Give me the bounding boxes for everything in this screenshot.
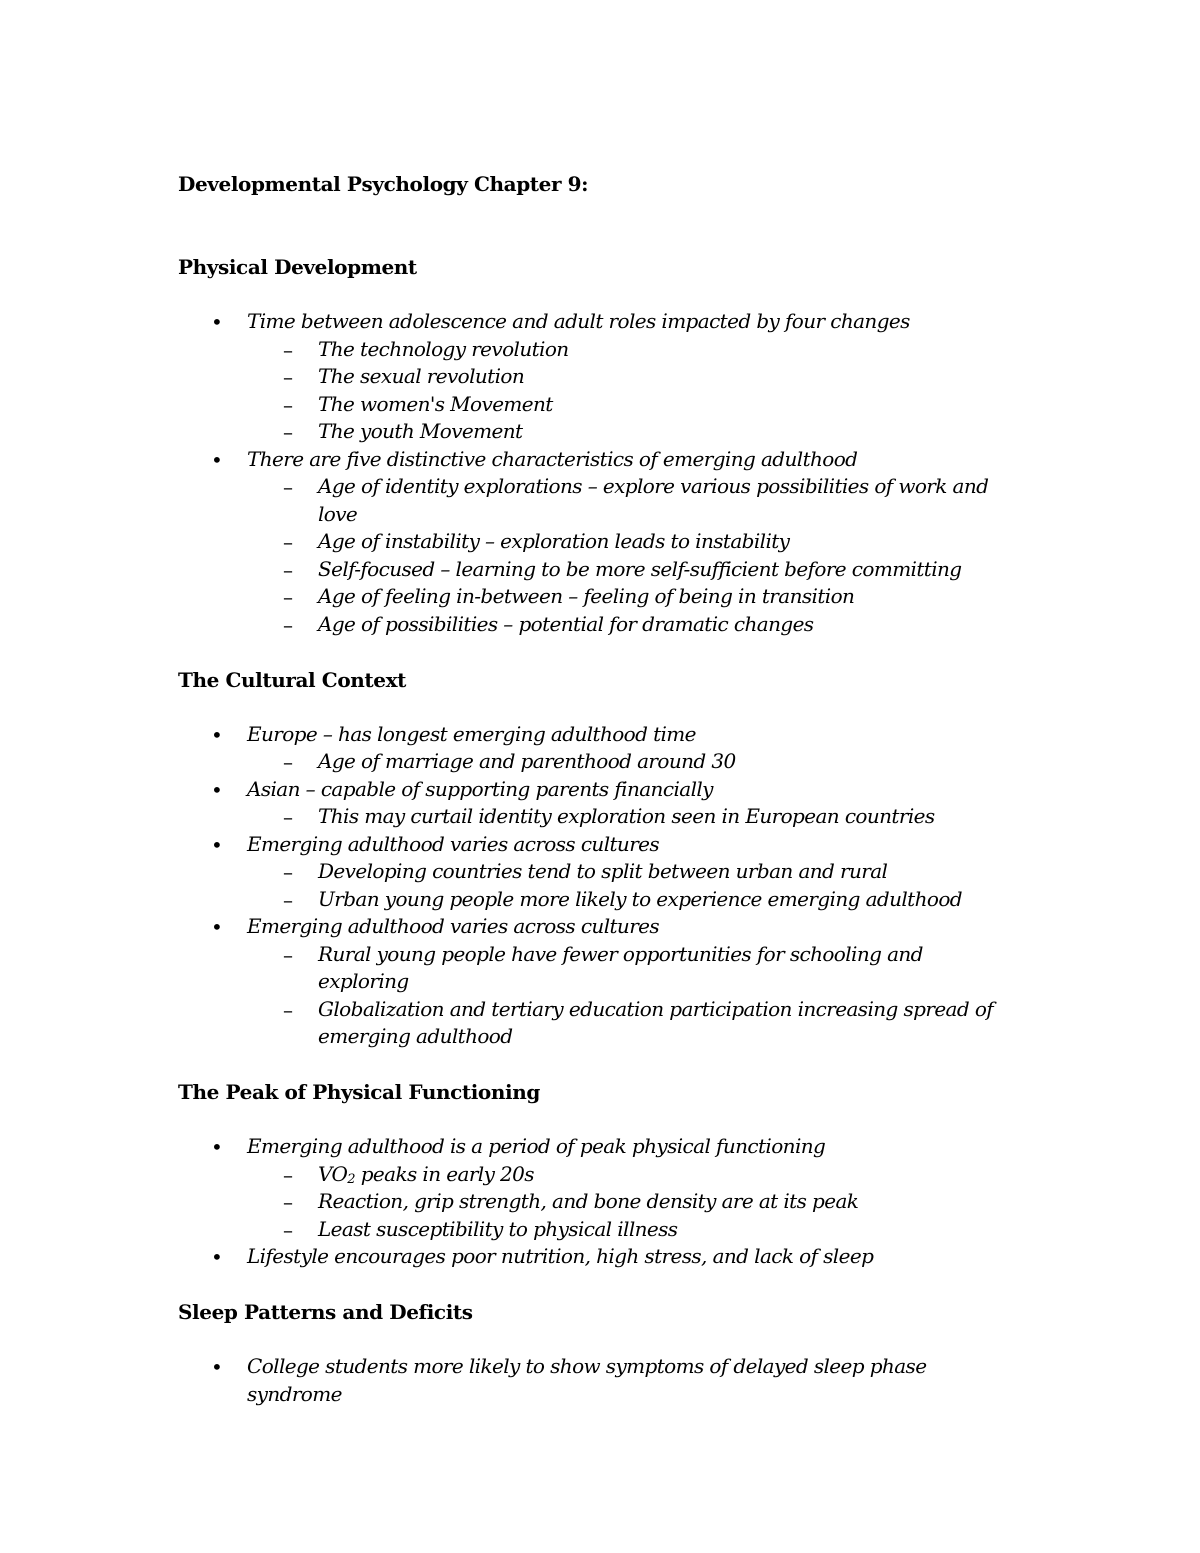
bullet-item: Time between adolescence and adult roles impacted by four changes <box>247 309 910 333</box>
sub-item: Developing countries tend to split between urban and rural <box>318 859 888 883</box>
dash-marker: – <box>283 530 293 554</box>
bullet-marker: • <box>211 915 223 939</box>
bullet-item: There are five distinctive characteristics of emerging adulthood <box>247 447 858 471</box>
bullet-marker: • <box>211 833 223 857</box>
bullet-marker: • <box>211 1135 223 1159</box>
dash-marker: – <box>283 860 293 884</box>
document-title: Developmental Psychology Chapter 9: <box>178 172 589 196</box>
vo2-suffix: peaks in early 20s <box>354 1162 534 1186</box>
vo2-prefix: VO <box>318 1162 348 1186</box>
section-heading-peak-physical-functioning: The Peak of Physical Functioning <box>178 1080 540 1104</box>
section-heading-physical-development: Physical Development <box>178 255 417 279</box>
bullet-marker: • <box>211 1245 223 1269</box>
sub-item: The sexual revolution <box>318 364 525 388</box>
bullet-marker: • <box>211 448 223 472</box>
dash-marker: – <box>283 585 293 609</box>
bullet-marker: • <box>211 723 223 747</box>
bullet-item: Lifestyle encourages poor nutrition, high stress, and lack of sleep <box>247 1244 874 1268</box>
dash-marker: – <box>283 943 293 967</box>
dash-marker: – <box>283 1190 293 1214</box>
sub-item: Age of instability – exploration leads to instability <box>318 529 790 553</box>
dash-marker: – <box>283 420 293 444</box>
bullet-marker: • <box>211 778 223 802</box>
dash-marker: – <box>283 365 293 389</box>
dash-marker: – <box>283 750 293 774</box>
dash-marker: – <box>283 1218 293 1242</box>
sub-item: Rural young people have fewer opportunities for schooling and <box>318 942 923 966</box>
sub-item-continuation: love <box>318 502 358 526</box>
sub-item: Age of feeling in-between – feeling of being in transition <box>318 584 855 608</box>
dash-marker: – <box>283 338 293 362</box>
dash-marker: – <box>283 888 293 912</box>
sub-item: Urban young people more likely to experience emerging adulthood <box>318 887 962 911</box>
sub-item: Age of identity explorations – explore various possibilities of work and <box>318 474 989 498</box>
dash-marker: – <box>283 805 293 829</box>
dash-marker: – <box>283 1163 293 1187</box>
bullet-item: Emerging adulthood is a period of peak physical functioning <box>247 1134 826 1158</box>
sub-item: Age of marriage and parenthood around 30 <box>318 749 736 773</box>
sub-item-continuation: emerging adulthood <box>318 1024 513 1048</box>
sub-item: This may curtail identity exploration seen in European countries <box>318 804 935 828</box>
dash-marker: – <box>283 393 293 417</box>
sub-item: Reaction, grip strength, and bone density are at its peak <box>318 1189 859 1213</box>
bullet-item: Europe – has longest emerging adulthood time <box>247 722 696 746</box>
dash-marker: – <box>283 558 293 582</box>
bullet-item: Emerging adulthood varies across cultures <box>247 914 660 938</box>
sub-item-continuation: exploring <box>318 969 409 993</box>
sub-item: The youth Movement <box>318 419 523 443</box>
dash-marker: – <box>283 613 293 637</box>
sub-item: The women's Movement <box>318 392 553 416</box>
bullet-item: Emerging adulthood varies across cultures <box>247 832 660 856</box>
section-heading-cultural-context: The Cultural Context <box>178 668 406 692</box>
section-heading-sleep-patterns: Sleep Patterns and Deficits <box>178 1300 473 1324</box>
bullet-item-continuation: syndrome <box>247 1382 342 1406</box>
vo2-subscript: 2 <box>347 1172 355 1187</box>
sub-item: Globalization and tertiary education participation increasing spread of <box>318 997 994 1021</box>
dash-marker: – <box>283 998 293 1022</box>
bullet-item: Asian – capable of supporting parents financially <box>247 777 713 801</box>
bullet-item: College students more likely to show symptoms of delayed sleep phase <box>247 1354 927 1378</box>
sub-item: Age of possibilities – potential for dramatic changes <box>318 612 814 636</box>
bullet-marker: • <box>211 310 223 334</box>
sub-item: Least susceptibility to physical illness <box>318 1217 678 1241</box>
sub-item: Self-focused – learning to be more self-sufficient before committing <box>318 557 962 581</box>
sub-item: The technology revolution <box>318 337 569 361</box>
dash-marker: – <box>283 475 293 499</box>
bullet-marker: • <box>211 1355 223 1379</box>
